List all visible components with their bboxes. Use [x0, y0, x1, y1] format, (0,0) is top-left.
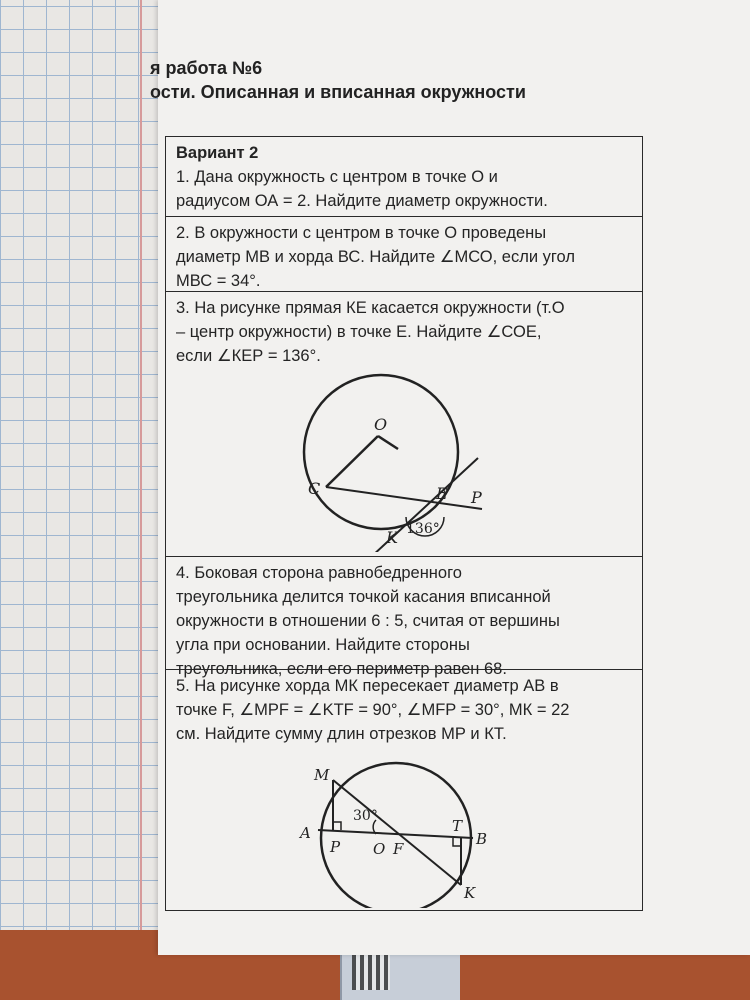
- tasks-table: [165, 136, 643, 911]
- task-1-line-1: 1. Дана окружность с центром в точке О и: [176, 168, 498, 186]
- task-3-line-3: если ∠КЕР = 136°.: [176, 347, 321, 365]
- notebook-margin-line: [140, 0, 142, 930]
- task-5-line-2: точке F, ∠MPF = ∠KTF = 90°, ∠MFP = 30°, МК = 22: [176, 701, 570, 719]
- label-f: F: [393, 840, 404, 858]
- task-4-line-4: угла при основании. Найдите стороны: [176, 636, 470, 654]
- circle-outline: [321, 763, 471, 908]
- task-cell-1: [166, 137, 642, 217]
- task-4-line-1: 4. Боковая сторона равнобедренного: [176, 564, 462, 582]
- task-5-line-1: 5. На рисунке хорда МК пересекает диаметр АВ в: [176, 677, 559, 695]
- worksheet-subtitle: ости. Описанная и вписанная окружности: [150, 82, 526, 102]
- label-p: P: [330, 838, 341, 856]
- circle-outline: [304, 375, 458, 529]
- task-cell-5: [166, 670, 642, 912]
- right-angle-t: [453, 838, 461, 846]
- label-k: K: [464, 884, 476, 902]
- label-o: O: [373, 840, 386, 858]
- radius-segment: [378, 436, 398, 449]
- task-1-line-2: радиусом ОА = 2. Найдите диаметр окружности.: [176, 192, 548, 210]
- task-3-line-2: – центр окружности) в точке Е. Найдите ∠СОЕ,: [176, 323, 542, 341]
- label-a: A: [300, 824, 311, 842]
- task-5-line-3: см. Найдите сумму длин отрезков МР и КТ.: [176, 725, 507, 743]
- label-e: E: [436, 484, 448, 503]
- label-k: K: [386, 528, 398, 547]
- task-2-line-2: диаметр МВ и хорда ВС. Найдите ∠МСО, если угол: [176, 248, 575, 266]
- task-cell-2: [166, 217, 642, 292]
- tangent-circle-figure: [286, 372, 626, 552]
- label-p: P: [471, 488, 482, 507]
- task-4-line-2: треугольника делится точкой касания вписанной: [176, 588, 551, 606]
- label-m: M: [314, 766, 330, 784]
- task-4-line-5: треугольника, если его периметр равен 68.: [176, 660, 507, 678]
- right-angle-p: [333, 822, 341, 830]
- label-c: C: [308, 479, 321, 498]
- task-cell-4: [166, 557, 642, 678]
- task-2-line-3: МВС = 34°.: [176, 272, 261, 290]
- chord-ce-line: [326, 487, 482, 509]
- label-angle-30: 30°: [353, 808, 378, 824]
- task-3-line-1: 3. На рисунке прямая КЕ касается окружности (т.О: [176, 299, 565, 317]
- worksheet-title: я работа №6: [150, 58, 263, 78]
- radius-oc: [326, 436, 378, 487]
- variant-label: Вариант 2: [176, 144, 259, 162]
- qr-code-icon: [352, 952, 390, 990]
- label-b: B: [476, 830, 488, 848]
- label-angle-136: 136°: [406, 521, 440, 537]
- label-o: O: [374, 415, 388, 434]
- task-4-line-3: окружности в отношении 6 : 5, считая от вершины: [176, 612, 560, 630]
- chord-diameter-figure: [296, 758, 516, 908]
- label-t: T: [452, 817, 463, 835]
- task-2-line-1: 2. В окружности с центром в точке О проведены: [176, 224, 547, 242]
- task-cell-3: [166, 292, 642, 557]
